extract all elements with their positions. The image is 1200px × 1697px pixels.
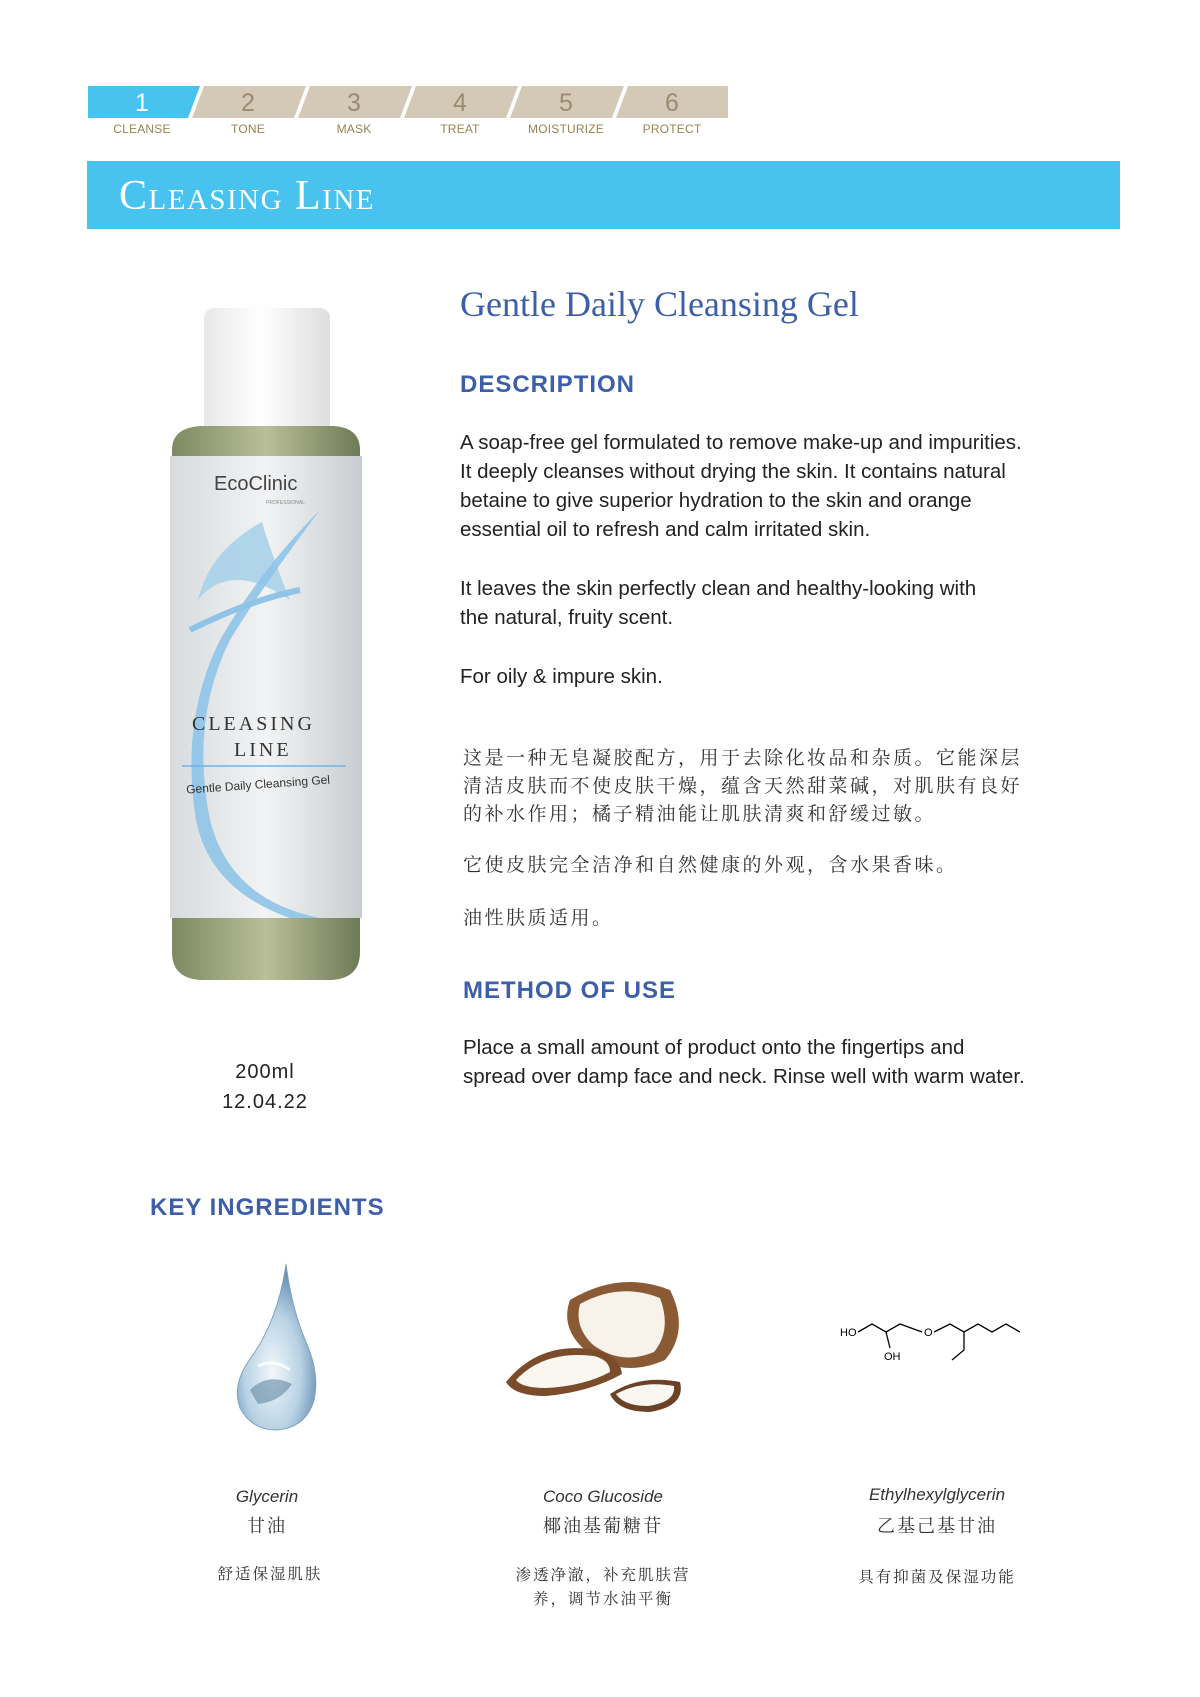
step-6-number: 6: [665, 89, 679, 117]
ingredient-benefit-coco-glucoside: 渗透净澈，补充肌肤营 养，调节水油平衡: [515, 1566, 691, 1608]
line-banner: [87, 161, 1120, 229]
ingredient-benefit-ethylhexylglycerin: 具有抑菌及保湿功能: [858, 1568, 1016, 1586]
product-bottle-image: [150, 300, 380, 1000]
ingredient-cn-glycerin: 甘油: [247, 1516, 287, 1537]
svg-text:HO: HO: [840, 1327, 857, 1339]
molecule-structure-icon: [840, 1312, 1030, 1372]
ingredient-cn-ethylhexylglycerin: 乙基己基甘油: [877, 1516, 997, 1537]
description-cn-paragraph-3: 油性肤质适用。: [463, 907, 614, 929]
svg-text:O: O: [924, 1327, 933, 1339]
step-2-number: 2: [241, 89, 255, 117]
bottle-subtitle: Gentle Daily Cleansing Gel: [185, 772, 331, 797]
step-5-number: 5: [559, 89, 573, 117]
description-cn-paragraph-2: 它使皮肤完全洁净和自然健康的外观，含水果香味。: [463, 854, 958, 876]
description-paragraph-1: A soap-free gel formulated to remove make-up and impurities. It deeply cleanses without drying the skin. It contains natural betaine to give superior hydration to the skin and orange essential oil to refresh and calm irritated skin.: [460, 431, 1022, 541]
description-paragraph-2: It leaves the skin perfectly clean and healthy-looking with the natural, fruity scent.: [460, 577, 977, 629]
product-title: Gentle Daily Cleansing Gel: [460, 284, 859, 324]
svg-text:OH: OH: [884, 1351, 901, 1363]
product-date: 12.04.22: [222, 1091, 308, 1113]
coconut-icon: [500, 1270, 700, 1420]
method-text: Place a small amount of product onto the fingertips and spread over damp face and neck. Rinse well with warm water.: [463, 1036, 1025, 1088]
description-cn-paragraph-1: 这是一种无皂凝胶配方，用于去除化妆品和杂质。它能深层 清洁皮肤而不使皮肤干燥，蕴含天然甜菜碱，对肌肤有良好 的补水作用；橘子精油能让肌肤清爽和舒缓过敏。: [463, 747, 1023, 825]
description-paragraph-3: For oily & impure skin.: [460, 665, 663, 688]
step-1-label: CLEANSE: [113, 122, 171, 136]
ingredients-heading: KEY INGREDIENTS: [150, 1194, 385, 1221]
step-3-label: MASK: [336, 122, 372, 136]
method-heading: METHOD OF USE: [463, 977, 677, 1004]
bottle-line1: CLEASING: [192, 713, 315, 735]
step-2-label: TONE: [231, 122, 265, 136]
ingredient-benefit-glycerin: 舒适保湿肌肤: [217, 1565, 323, 1583]
step-navigation: [88, 86, 728, 138]
step-5-label: MOISTURIZE: [528, 122, 604, 136]
ingredient-name-glycerin: Glycerin: [235, 1487, 299, 1506]
step-4-label: TREAT: [440, 122, 480, 136]
bottle-brand-sub: PROFESSIONAL: [266, 500, 305, 506]
step-6-label: PROTECT: [642, 122, 702, 136]
ingredient-name-ethylhexylglycerin: Ethylhexylglycerin: [868, 1485, 1006, 1504]
water-drop-icon: [228, 1262, 318, 1432]
step-3-number: 3: [347, 89, 361, 117]
product-size: 200ml: [235, 1061, 295, 1083]
ingredient-cn-coco-glucoside: 椰油基葡糖苷: [543, 1516, 663, 1537]
step-1-number: 1: [135, 89, 149, 117]
bottle-brand: EcoClinic: [214, 473, 298, 495]
step-4-number: 4: [453, 89, 467, 117]
ingredient-name-coco-glucoside: Coco Glucoside: [542, 1487, 663, 1506]
banner-title: Cleasing Line: [119, 173, 376, 219]
bottle-line2: LINE: [234, 739, 292, 761]
description-heading: DESCRIPTION: [460, 371, 636, 398]
